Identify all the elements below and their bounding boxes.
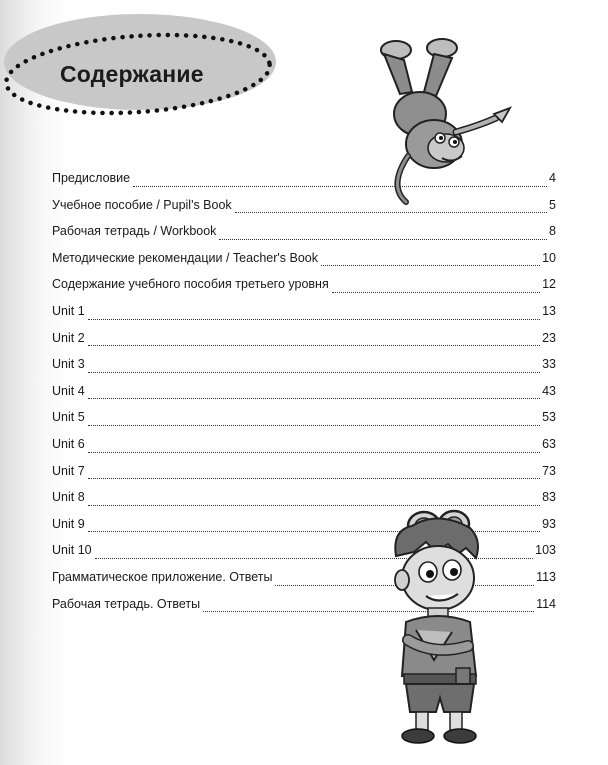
dot-leader (219, 239, 547, 240)
toc-label: Unit 8 (52, 490, 85, 505)
toc-label: Unit 6 (52, 436, 85, 451)
toc-page: 113 (536, 569, 556, 584)
toc-label: Unit 10 (52, 543, 92, 558)
toc-label: Unit 5 (52, 410, 85, 425)
toc-label: Unit 9 (52, 516, 85, 531)
toc-row[interactable] (52, 330, 556, 357)
toc-page: 33 (542, 357, 556, 372)
toc-page: 12 (542, 277, 556, 292)
toc-page: 114 (536, 596, 556, 611)
dot-leader (88, 398, 540, 399)
toc-page: 53 (542, 410, 556, 425)
dot-leader (235, 212, 547, 213)
toc-label: Грамматическое приложение. Ответы (52, 569, 273, 584)
toc-label: Unit 7 (52, 463, 85, 478)
page-title: Содержание (60, 61, 204, 87)
toc-row[interactable] (52, 223, 556, 250)
boy-illustration (378, 500, 494, 746)
toc-page: 63 (542, 436, 556, 451)
toc-page: 103 (535, 543, 556, 558)
toc-label: Unit 3 (52, 357, 85, 372)
toc-row[interactable] (52, 356, 556, 383)
toc-label: Unit 1 (52, 303, 85, 318)
toc-label: Рабочая тетрадь. Ответы (52, 596, 201, 611)
toc-label: Рабочая тетрадь / Workbook (52, 224, 217, 239)
dot-leader (88, 372, 540, 373)
dot-leader (88, 425, 540, 426)
toc-row[interactable] (52, 409, 556, 436)
monkey-illustration (368, 36, 516, 206)
toc-page: 13 (542, 303, 556, 318)
toc-page: 8 (549, 224, 556, 239)
toc-page: 83 (542, 490, 556, 505)
toc-label: Unit 4 (52, 383, 85, 398)
dot-leader (88, 452, 540, 453)
toc-page: 23 (542, 330, 556, 345)
toc-row[interactable] (52, 276, 556, 303)
toc-page: 73 (542, 463, 556, 478)
toc-row[interactable] (52, 436, 556, 463)
dot-leader (321, 265, 540, 266)
toc-label: Методические рекомендации / Teacher's Book (52, 250, 318, 265)
toc-page: 5 (549, 197, 556, 212)
toc-page: 43 (542, 383, 556, 398)
toc-row[interactable] (52, 303, 556, 330)
dot-leader (88, 478, 540, 479)
toc-label: Предисловие (52, 171, 131, 185)
toc-row[interactable] (52, 463, 556, 490)
toc-page: 93 (542, 516, 556, 531)
toc-row[interactable] (52, 383, 556, 410)
toc-label: Учебное пособие / Pupil's Book (52, 197, 232, 212)
dot-leader (332, 292, 540, 293)
toc-row[interactable] (52, 250, 556, 277)
toc-label: Содержание учебного пособия третьего уровня (52, 277, 329, 292)
toc-label: Unit 2 (52, 330, 85, 345)
dot-leader (88, 319, 540, 320)
header-banner (0, 0, 608, 150)
toc-page: 4 (549, 171, 556, 185)
toc-page: 10 (542, 250, 556, 265)
dot-leader (88, 345, 540, 346)
